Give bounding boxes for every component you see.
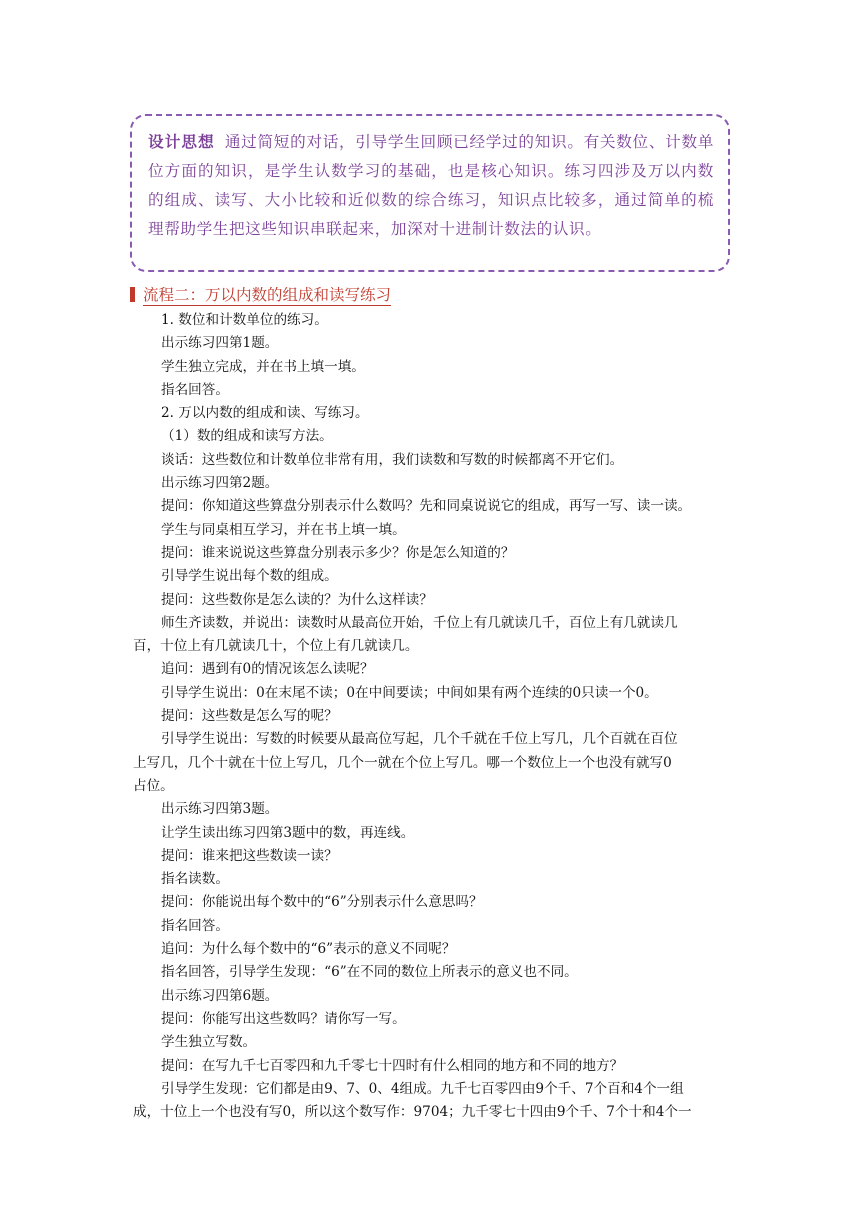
paragraph: 1. 数位和计数单位的练习。 <box>161 312 328 328</box>
paragraph: （1）数的组成和读写方法。 <box>161 428 333 445</box>
design-idea-label: 设计思想 <box>148 133 215 151</box>
paragraph-continuation: 占位。 <box>133 777 174 794</box>
paragraph: 提问：谁来说说这些算盘分别表示多少？你是怎么知道的？ <box>161 544 515 561</box>
paragraph: 2. 万以内数的组成和读、写练习。 <box>161 405 369 422</box>
paragraph: 提问：这些数你是怎么读的？为什么这样读？ <box>161 591 433 608</box>
design-idea-text <box>148 128 714 244</box>
section-title <box>130 285 391 305</box>
paragraph: 学生独立写数。 <box>161 1034 257 1051</box>
paragraph-continuation: 百，十位上有几就读几十，个位上有几就读几。 <box>133 638 419 655</box>
paragraph: 指名读数。 <box>161 871 229 888</box>
paragraph: 引导学生说出每个数的组成。 <box>161 568 338 585</box>
paragraph: 提问：在写九千七百零四和九千零七十四时有什么相同的地方和不同的地方？ <box>161 1057 624 1074</box>
paragraph: 提问：你知道这些算盘分别表示什么数吗？先和同桌说说它的组成，再写一写、读一读。 <box>161 498 692 515</box>
paragraph: 提问：谁来把这些数读一读？ <box>161 847 338 864</box>
paragraph: 指名回答，引导学生发现：“6”在不同的数位上所表示的意义也不同。 <box>161 964 578 981</box>
paragraph: 出示练习四第3题。 <box>161 801 279 818</box>
paragraph: 出示练习四第2题。 <box>161 475 279 492</box>
lesson-content <box>133 309 731 1124</box>
paragraph: 提问：你能说出每个数中的“6”分别表示什么意思吗？ <box>161 894 483 911</box>
paragraph-continuation: 上写几，几个十就在十位上写几，几个一就在个位上写几。哪一个数位上一个也没有就写0 <box>133 754 672 771</box>
paragraph: 出示练习四第1题。 <box>161 335 279 352</box>
paragraph: 追问：为什么每个数中的“6”表示的意义不同呢？ <box>161 941 456 958</box>
paragraph: 学生独立完成，并在书上填一填。 <box>161 358 365 375</box>
paragraph: 指名回答。 <box>161 917 229 934</box>
paragraph: 谈话：这些数位和计数单位非常有用，我们读数和写数的时候都离不开它们。 <box>161 451 624 468</box>
design-idea-box <box>130 114 730 272</box>
design-idea-body: 通过简短的对话，引导学生回顾已经学过的知识。有关数位、计数单位方面的知识，是学生认数学习的基础，也是核心知识。练习四涉及万以内数的组成、读写、大小比较和近似数的综合练习，知识点比较多，通过简单的梳理帮助学生把这些知识串联起来，加深对十进制计数法的认识。 <box>148 133 714 238</box>
paragraph: 出示练习四第6题。 <box>161 987 279 1004</box>
paragraph: 引导学生说出：写数的时候要从最高位写起，几个千就在千位上写几，几个百就在百位 <box>161 731 678 748</box>
paragraph: 引导学生发现：它们都是由9、7、0、4组成。九千七百零四由9个千、7个百和4个一组 <box>161 1080 684 1097</box>
paragraph: 提问：这些数是怎么写的呢？ <box>161 708 338 725</box>
paragraph: 引导学生说出：0在末尾不读；0在中间要读；中间如果有两个连续的0只读一个0。 <box>161 684 658 701</box>
paragraph: 学生与同桌相互学习，并在书上填一填。 <box>161 521 406 538</box>
paragraph-continuation: 成，十位上一个也没有写0，所以这个数写作：9704；九千零七十四由9个千、7个十和4个一 <box>133 1104 692 1121</box>
paragraph: 让学生读出练习四第3题中的数，再连线。 <box>161 824 415 841</box>
section-title-text: 流程二：万以内数的组成和读写练习 <box>143 286 392 304</box>
paragraph: 指名回答。 <box>161 381 229 398</box>
paragraph: 追问：遇到有0的情况该怎么读呢？ <box>161 661 374 678</box>
title-marker <box>130 287 135 302</box>
paragraph: 提问：你能写出这些数吗？请你写一写。 <box>161 1010 406 1027</box>
paragraph: 师生齐读数，并说出：读数时从最高位开始，千位上有几就读几千，百位上有几就读几 <box>161 614 678 631</box>
